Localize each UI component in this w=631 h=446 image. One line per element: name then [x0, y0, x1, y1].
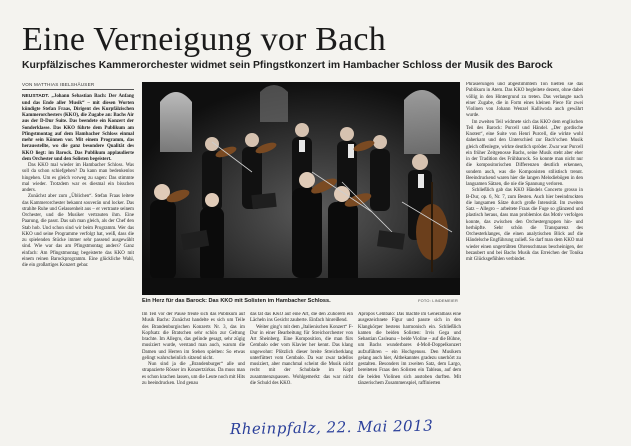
lead-paragraph: [22, 94, 134, 163]
article-column-3: [250, 312, 353, 422]
body-paragraph: Apropos Cembalo: Das machte im Generalbass eine ausgezeichnete Figur und passte sich in den Klangkörper bestens harmonisch ein. Schließlich kamen die beiden Solisten: Irvis Gega und Sebastian Casleanu – beide Violine – auf die Bühne, um Bachs wunderbares d-Moll-Doppelkonzert aufzuführen – ein Hochgenuss. Den Musikern gelang auch hier, Altbekanntes gradezu unerhört zu gestalten. Besonders im zweiten Satz, dem Largo, bereiteten Fraas den Solisten ein Tableau, auf dem die beiden Violinen sich austoben durften. Mit tänzerischem Zusammenspiel, raffinierten: [358, 312, 461, 386]
orchestra-photo-image: [142, 82, 460, 295]
body-paragraph: Schließlich gab das KKO Händels Concerto grosso in B-Dur, op. 6, Nr. 7, zum Besten. Auch hier beeindruckten die langsamen Sätze durch große Intensität. Im zweiten Satz – Allegro – arbeitete Fraas die Fuge so glänzend und plastisch heraus, dass man problemlos das Motiv verfolgen konnte, das zwischen den Orchestergruppen hin- und herhüpfte. Sehr schön die Transparenz des Orchesterklanges, die einen analytischen Blick auf die Händelsche Engführung zuließ. So darf man dem KKO mal wieder einen ungetrübten Ohrenschmaus bescheinigen, der bezaubert und bei Bachs Musik das Erreichen der Tonika mit Glücksgefühlen verbindet.: [466, 188, 583, 262]
body-paragraph: Im Teil vor der Pause freute sich das Publikum auf Musik Bachs: Zunächst handelte es sich um Teile des Brandenburgischen Konzerts Nr. 3, das im Kopfsatz die Bratschen sehr schön zur Geltung brachte. Im Allegro, das gelinde gesagt, sehr zügig musiziert wurde, verstand man auch, warum die Damen und Herren im Stehen spielten: So etwas gelingt wahrscheinlich sitzend nicht.: [142, 312, 245, 361]
body-paragraph: Nun sind ja die „Brandenburger“ alle und strapazierte Rösser im Konzertzirkus. Da muss man es schon krachen lassen, um die Leute noch mit Hits zu beeindrucken. Und genau: [142, 362, 245, 386]
article-column-1: [22, 82, 134, 422]
article-column-4: [358, 312, 461, 422]
article-column-5: [466, 82, 583, 426]
handwritten-source-note: Rheinpfalz, 22. Mai 2013: [229, 416, 434, 439]
photo-credit: FOTO: LINDEMEIER: [418, 298, 458, 303]
dateline: NEUSTADT.: [22, 94, 50, 100]
body-paragraph: Das KKO mal wieder im Hambacher Schloss. Was soll da schon schiefgehen? Da kann man bedenkenlos hingehen. Um es gleich vorweg zu sagen: Das stimmte mal wieder. Trotzdem war es diesmal ein bisschen anders.: [22, 163, 134, 193]
article-column-2: [142, 312, 245, 422]
byline: VON MATTHIAS IBELSHÄUSER: [22, 82, 134, 90]
body-paragraph: Phrasierungen und abgestimmtem Ton hielten sie das Publikum in Atem. Das KKO begleitete dezent, ohne dabei völlig in den Hintergrund zu treten. Das verlangte nach einer Zugabe, die in Form eines kleinen Piece für zwei Violinen von Johann Wenzel Kalliwoda auch gewährt wurde.: [466, 82, 583, 119]
subheadline: Kurpfälzisches Kammerorchester widmet sein Pfingstkonzert im Hambacher Schloss der Musik des Barock: [22, 60, 553, 71]
photo-caption: [142, 296, 460, 306]
headline: Eine Verneigung vor Bach: [22, 21, 386, 58]
lead-text: „Johann Sebastian Bach: Der Anfang und das Ende aller Musik“ – mit diesen Worten kündigte Stefan Fraas, Dirigent des Kurpfälzischen Kammerorchesters (KKO), die Zugabe an: Bachs Air aus der D-Dur Suite. Das beendete ein Konzert der Sonderklasse. Das KKO führte dem Publikum am Pfingstmontag auf dem Hambacher Schloss einmal mehr sein Können vor. Mit einem Programm, das herausstellte, wo die ganz besondere Qualität des KKO liegt: im Barock. Das Publikum applaudierte dem Orchester und den Solisten begeistert.: [22, 94, 134, 162]
body-paragraph: Zunächst aber zum „Üblichen“. Stefan Fraas leitete das Kammerorchester bekannt souverän und locker. Das strahlte Ruhe und Gelassenheit aus – er vertraute seinem Orchester, und die Musiker vertrauten ihm. Eine Paarung, die passt. Das sah man gleich, als der Chef den Stab hob. Und schon sind wir beim Programm. Wer das KKO und seine Programme verfolgt hat, weiß, dass die zu spielenden Stücke immer sehr passend ausgewählt sind. Wie war das am Pfingstmontag anders? Ganz einfach: Am Pfingstmontag begeisterte das KKO mit einem reinen Barockprogramm. Eine glückliche Wahl, die ein großartiges Konzert gebar.: [22, 194, 134, 268]
orchestra-photo: [142, 82, 460, 295]
caption-text: Ein Herz für das Barock: Das KKO mit Solisten im Hambacher Schloss.: [142, 298, 331, 304]
body-paragraph: Weiter ging’s mit dem „Italienischen Konzert“ F-Dur in einer Bearbeitung für Streichorchester von Art Sheinberg. Eine Komposition, die man fürs Cembalo oder vom Klavier her kennt. Das klang ungewohnt: Plötzlich dieser breite Streicherklang unterfüttert vom Cembalo. Da war zwar tadellos musiziert, aber manchmal scheint die Musik nicht recht mit der Schublade im Kopf zusammenzupassen. Wohlgemerkt: das war nicht die Schuld des KKO.: [250, 324, 353, 386]
body-paragraph: Im zweiten Teil widmete sich das KKO dem englischen Teil des Barock: Purcell und Händel. „Der gordische Knoten“, eine Suite von Henri Purcell, die wirkte wohl daherkam und den Unterschied zur Bach’schen Musik gleich offenlegte, wirkte deutlich spröder. Zwar war Purcell ein früher Zeitgenosse Bachs, seine Musik steht aber eher in der Tradition des Frühbarock. So konnte man nicht nur die kompositorischen Differenzen deutlich erkennen, sondern auch, was die Komponisten stilistisch trennt. Beeindruckend waren hier die langen Melodiebögen in den langsamen Sätzen, die nie die Spannung verloren.: [466, 119, 583, 187]
body-paragraph: das tat das KKO auf eine Art, die den Zuhörern ein Lächeln ins Gesicht zauberte. Einfach hinreißend.: [250, 312, 353, 324]
